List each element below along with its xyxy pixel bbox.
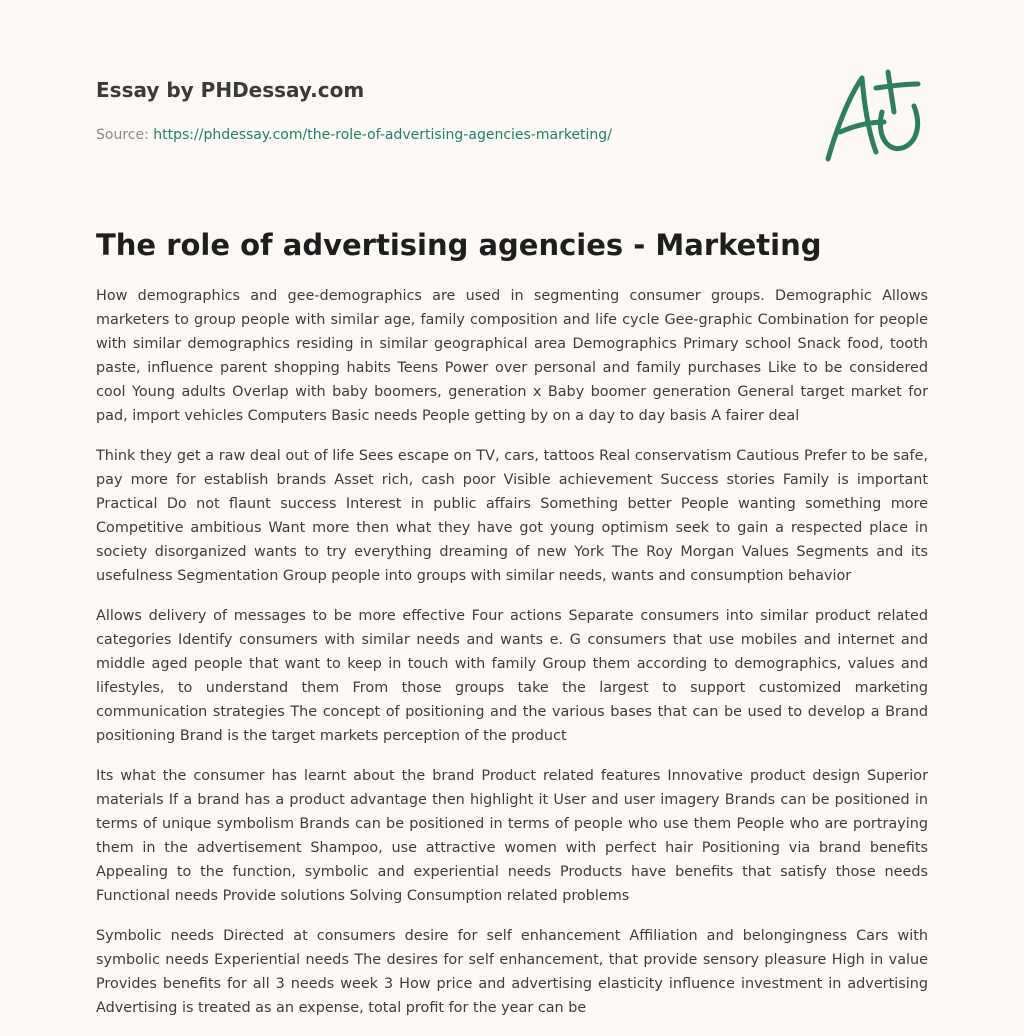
essay-paragraph: How demographics and gee-demographics are used in segmenting consumer groups. Demographic Allows marketers to group people with similar age, family composition and life cycle Gee-graphic Combination for people with similar demographics residing in similar geographical area Demographics Primary school Snack food, tooth paste, influence parent shopping habits Teens Power over personal and family purchases Like to be considered cool Young adults Overlap with baby boomers, generation x Baby boomer generation General target market for pad, import vehicles Computers Basic needs People getting by on a day to day basis A fairer deal bbox=[96, 288, 928, 424]
document-title: The role of advertising agencies - Marketing bbox=[96, 228, 822, 262]
brand-title: Essay by PHDessay.com bbox=[96, 78, 365, 102]
document-header bbox=[96, 76, 696, 145]
essay-paragraph: Its what the consumer has learnt about the brand Product related features Innovative product design Superior materials If a brand has a product advantage then highlight it User and user imagery Brands can be positioned in terms of unique symbolism Brands can be positioned in terms of people who use them People who are portraying them in the advertisement Shampoo, use attractive women with perfect hair Positioning via brand benefits Appealing to the function, symbolic and experiential needs Products have benefits that satisfy those needs Functional needs Provide solutions Solving Consumption related problems bbox=[96, 768, 928, 904]
source-line bbox=[96, 125, 696, 145]
essay-paragraph: Allows delivery of messages to be more effective Four actions Separate consumers into similar product related categories Identify consumers with similar needs and wants e. G consumers that use mobiles and internet and middle aged people that want to keep in touch with family Group them according to demographics, values and lifestyles, to understand them From those groups take the largest to support customized marketing communication strategies The concept of positioning and the various bases that can be used to develop a Brand positioning Brand is the target markets perception of the product bbox=[96, 608, 928, 744]
source-label: Source: bbox=[96, 127, 154, 143]
a-plus-grade-icon bbox=[818, 66, 930, 166]
essay-paragraph: Think they get a raw deal out of life Sees escape on TV, cars, tattoos Real conservatism Cautious Prefer to be safe, pay more for establish brands Asset rich, cash poor Visible achievement Success stories Family is important Practical Do not flaunt success Interest in public affairs Something better People wanting something more Competitive ambitious Want more then what they have got young optimism seek to gain a respected place in society disorganized wants to try everything dreaming of new York The Roy Morgan Values Segments and its usefulness Segmentation Group people into groups with similar needs, wants and consumption behavior bbox=[96, 448, 928, 584]
essay-body bbox=[96, 284, 928, 1036]
essay-paragraph: Symbolic needs Directed at consumers desire for self enhancement Affiliation and belongingness Cars with symbolic needs Experiential needs The desires for self enhancement, that provide sensory pleasure High in value Provides benefits for all 3 needs week 3 How price and advertising elasticity influence investment in advertising Advertising is treated as an expense, total profit for the year can be bbox=[96, 928, 928, 1016]
source-link[interactable]: https://phdessay.com/the-role-of-advertising-agencies-marketing/ bbox=[153, 127, 612, 143]
